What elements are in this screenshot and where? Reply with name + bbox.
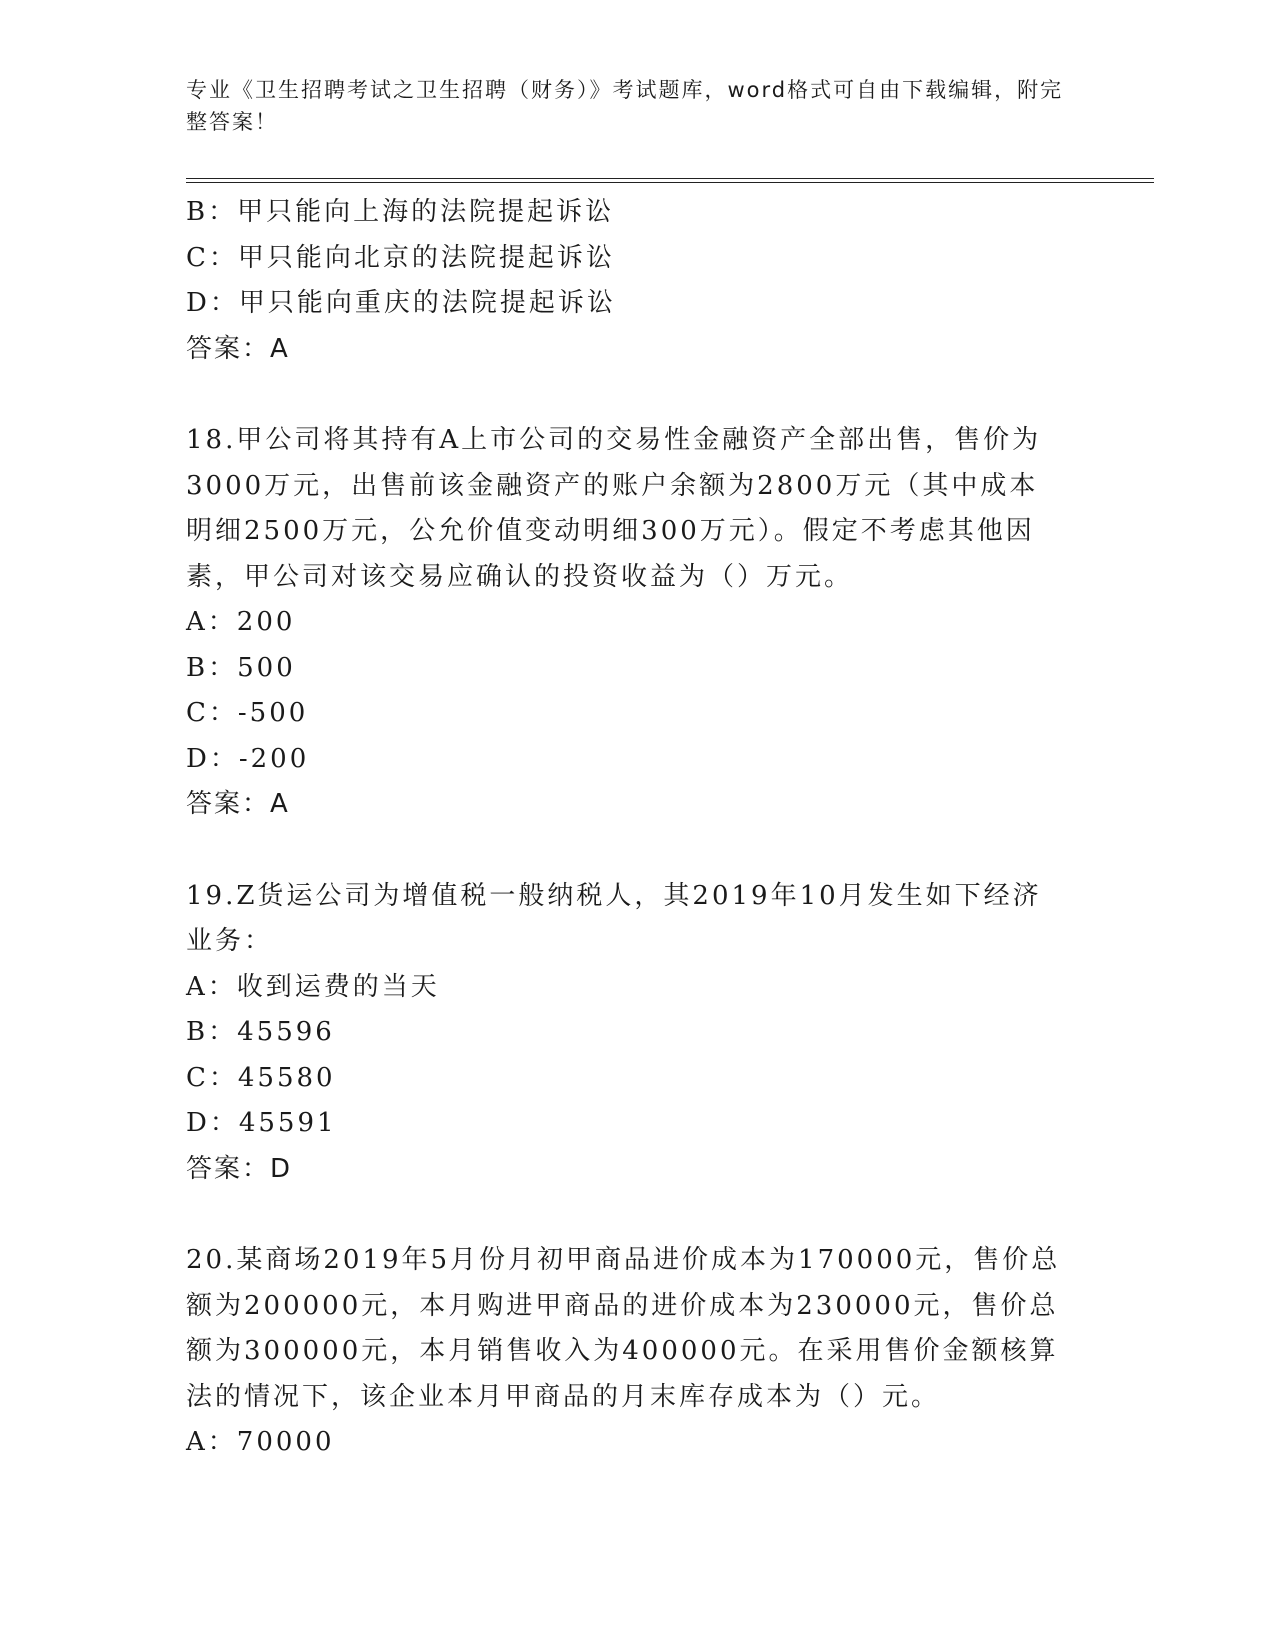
option-b: B：甲只能向上海的法院提起诉讼 <box>186 197 615 227</box>
answer-line: 答案：A <box>186 333 290 364</box>
question-19 <box>186 874 1086 1193</box>
option-c: C：45580 <box>186 1062 336 1093</box>
option-b: B：45596 <box>186 1017 335 1047</box>
question-18 <box>186 418 1086 828</box>
spacer <box>186 828 1086 874</box>
document-header: 专业《卫生招聘考试之卫生招聘（财务）》考试题库，word格式可自由下载编辑，附完整答案！ <box>186 78 1064 134</box>
spacer <box>186 1192 1086 1238</box>
option-d: D：45591 <box>186 1108 337 1138</box>
question-stem: 20.某商场2019年5月份月初甲商品进价成本为170000元，售价总额为200000元，本月购进甲商品的进价成本为230000元，售价总额为300000元，本月销售收入为400000元。在采用售价金额核算法的情况下，该企业本月甲商品的月末库存成本为（）元。 <box>186 1245 1061 1412</box>
header-rule-top <box>186 178 1154 179</box>
header-rule-bottom <box>186 182 1154 183</box>
question-content <box>186 190 1086 1466</box>
option-d: D：甲只能向重庆的法院提起诉讼 <box>186 288 616 318</box>
previous-question <box>186 190 1086 372</box>
option-c: C：-500 <box>186 698 309 728</box>
answer-line: 答案：A <box>186 789 290 819</box>
option-c: C：甲只能向北京的法院提起诉讼 <box>186 242 615 273</box>
question-stem: 19.Z货运公司为增值税一般纳税人，其2019年10月发生如下经济业务： <box>186 880 1042 956</box>
answer-line: 答案：D <box>186 1153 293 1184</box>
option-a: A：70000 <box>186 1427 335 1457</box>
option-a: A：200 <box>186 607 296 637</box>
option-b: B：500 <box>186 652 296 683</box>
spacer <box>186 372 1086 418</box>
option-a: A：收到运费的当天 <box>186 971 440 1002</box>
question-stem: 18.甲公司将其持有A上市公司的交易性金融资产全部出售，售价为3000万元，出售前该金融资产的账户余额为2800万元（其中成本明细2500万元，公允价值变动明细300万元）。假定不考虑其他因素，甲公司对该交易应确认的投资收益为（）万元。 <box>186 425 1042 592</box>
option-d: D：-200 <box>186 743 310 774</box>
question-20 <box>186 1238 1086 1466</box>
